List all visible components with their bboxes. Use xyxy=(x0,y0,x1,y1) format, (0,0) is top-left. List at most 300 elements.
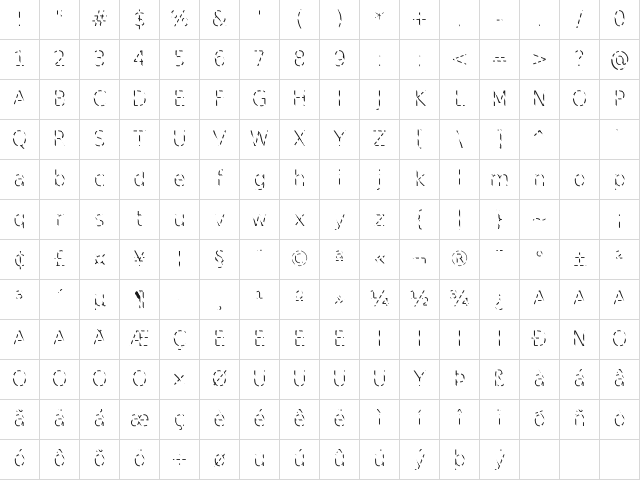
glyph-cell[interactable] xyxy=(480,240,520,280)
glyph-cell[interactable] xyxy=(0,240,40,280)
glyph-cell[interactable] xyxy=(560,240,600,280)
glyph: Ì xyxy=(376,327,383,351)
glyph-cell[interactable] xyxy=(480,80,520,120)
glyph-cell[interactable] xyxy=(160,80,200,120)
glyph: d xyxy=(132,167,147,191)
glyph: ² xyxy=(615,247,624,271)
glyph-cell[interactable] xyxy=(600,280,640,320)
glyph: ú xyxy=(292,447,307,471)
glyph-cell[interactable] xyxy=(280,120,320,160)
glyph-cell[interactable] xyxy=(400,320,440,360)
glyph-cell[interactable] xyxy=(360,320,400,360)
glyph-cell[interactable] xyxy=(160,200,200,240)
glyph-cell[interactable] xyxy=(200,200,240,240)
glyph-cell[interactable] xyxy=(400,240,440,280)
glyph: Ú xyxy=(291,367,308,391)
glyph-cell[interactable] xyxy=(120,240,160,280)
glyph: ß xyxy=(492,367,507,391)
glyph-cell[interactable] xyxy=(200,400,240,440)
glyph: a xyxy=(13,167,26,191)
glyph-cell[interactable] xyxy=(240,320,280,360)
glyph-cell[interactable] xyxy=(240,360,280,400)
glyph: 1 xyxy=(12,47,27,71)
glyph: Ø xyxy=(211,367,228,391)
glyph-cell[interactable] xyxy=(120,160,160,200)
glyph: > xyxy=(530,47,549,71)
glyph: « xyxy=(373,247,386,271)
glyph-cell[interactable] xyxy=(40,400,80,440)
glyph-cell[interactable] xyxy=(600,320,640,360)
glyph: l xyxy=(456,167,463,191)
glyph-cell[interactable] xyxy=(40,240,80,280)
glyph: ) xyxy=(335,7,344,31)
glyph-cell[interactable] xyxy=(560,40,600,80)
glyph-cell[interactable] xyxy=(520,0,560,40)
glyph-cell[interactable] xyxy=(80,40,120,80)
glyph-cell[interactable] xyxy=(240,40,280,80)
glyph: n xyxy=(532,167,547,191)
glyph: Ä xyxy=(52,327,67,351)
glyph-cell[interactable] xyxy=(560,440,600,480)
glyph-cell[interactable] xyxy=(400,160,440,200)
glyph-cell[interactable] xyxy=(400,360,440,400)
glyph: i xyxy=(336,167,343,191)
glyph-cell[interactable] xyxy=(280,40,320,80)
glyph: k xyxy=(413,167,426,191)
glyph-cell[interactable] xyxy=(280,320,320,360)
glyph-cell[interactable] xyxy=(560,400,600,440)
glyph-cell[interactable] xyxy=(600,160,640,200)
glyph: ª xyxy=(334,247,345,271)
glyph: z xyxy=(373,207,386,231)
glyph-cell[interactable] xyxy=(520,240,560,280)
glyph: $ xyxy=(132,7,147,31)
glyph-cell[interactable] xyxy=(400,200,440,240)
glyph: h xyxy=(292,167,307,191)
glyph: ê xyxy=(293,407,306,431)
glyph: Ë xyxy=(332,327,347,351)
glyph-cell[interactable] xyxy=(280,80,320,120)
glyph: ' xyxy=(256,7,263,31)
glyph: £ xyxy=(52,247,67,271)
glyph: ¬ xyxy=(410,247,429,271)
glyph-cell[interactable] xyxy=(320,400,360,440)
glyph: ¾ xyxy=(449,287,470,311)
glyph: ÿ xyxy=(493,447,506,471)
glyph-cell[interactable] xyxy=(160,120,200,160)
glyph-cell[interactable] xyxy=(200,0,240,40)
glyph-cell[interactable] xyxy=(160,240,200,280)
glyph-cell[interactable] xyxy=(40,160,80,200)
glyph: õ xyxy=(93,447,106,471)
glyph: ^ xyxy=(530,127,549,151)
glyph-cell[interactable] xyxy=(480,280,520,320)
glyph-cell[interactable] xyxy=(40,320,80,360)
glyph-cell[interactable] xyxy=(80,80,120,120)
glyph-cell[interactable] xyxy=(280,280,320,320)
glyph-cell[interactable] xyxy=(480,440,520,480)
glyph-cell[interactable] xyxy=(240,160,280,200)
glyph-cell[interactable] xyxy=(320,0,360,40)
glyph-cell[interactable] xyxy=(280,360,320,400)
glyph-cell[interactable] xyxy=(240,280,280,320)
glyph-cell[interactable] xyxy=(440,320,480,360)
glyph-cell[interactable] xyxy=(440,240,480,280)
glyph-cell[interactable] xyxy=(440,360,480,400)
glyph: À xyxy=(532,287,547,311)
glyph-cell[interactable] xyxy=(80,400,120,440)
glyph-cell[interactable] xyxy=(360,0,400,40)
glyph: E xyxy=(172,87,187,111)
glyph-cell[interactable] xyxy=(440,160,480,200)
glyph-cell[interactable] xyxy=(600,360,640,400)
glyph-cell[interactable] xyxy=(280,400,320,440)
glyph: ¡ xyxy=(615,207,624,231)
glyph-cell[interactable] xyxy=(120,80,160,120)
glyph-cell[interactable] xyxy=(600,0,640,40)
glyph-cell[interactable] xyxy=(200,80,240,120)
glyph: , xyxy=(456,7,463,31)
glyph-cell[interactable] xyxy=(200,40,240,80)
glyph: / xyxy=(575,7,584,31)
glyph: ü xyxy=(372,447,387,471)
glyph-cell[interactable] xyxy=(480,200,520,240)
glyph-cell[interactable] xyxy=(160,0,200,40)
glyph-cell[interactable] xyxy=(0,200,40,240)
glyph: x xyxy=(293,207,306,231)
glyph-cell[interactable] xyxy=(520,320,560,360)
glyph: { xyxy=(412,207,427,231)
glyph: 0 xyxy=(612,7,627,31)
glyph-cell[interactable] xyxy=(120,0,160,40)
glyph-cell[interactable] xyxy=(80,440,120,480)
glyph: Ü xyxy=(371,367,388,391)
glyph: º xyxy=(294,287,305,311)
glyph-cell[interactable] xyxy=(560,280,600,320)
glyph-cell[interactable] xyxy=(160,320,200,360)
glyph-cell[interactable] xyxy=(320,40,360,80)
glyph-cell[interactable] xyxy=(360,120,400,160)
glyph: ` xyxy=(614,127,625,151)
glyph-cell[interactable] xyxy=(0,80,40,120)
glyph-cell[interactable] xyxy=(400,0,440,40)
glyph-cell[interactable] xyxy=(280,440,320,480)
glyph: & xyxy=(211,7,228,31)
glyph-cell[interactable] xyxy=(480,360,520,400)
glyph-cell[interactable] xyxy=(240,80,280,120)
glyph: Ó xyxy=(11,367,28,391)
glyph: ô xyxy=(53,447,66,471)
glyph-cell[interactable] xyxy=(560,360,600,400)
glyph-cell[interactable] xyxy=(440,40,480,80)
glyph-cell[interactable] xyxy=(600,400,640,440)
glyph-cell[interactable] xyxy=(120,320,160,360)
glyph-cell[interactable] xyxy=(120,440,160,480)
glyph-cell[interactable] xyxy=(0,320,40,360)
glyph: 9 xyxy=(332,47,347,71)
glyph-cell[interactable] xyxy=(560,320,600,360)
glyph: _ xyxy=(574,127,585,151)
glyph-cell[interactable] xyxy=(280,240,320,280)
glyph: < xyxy=(450,47,469,71)
glyph-cell[interactable] xyxy=(360,360,400,400)
glyph-cell[interactable] xyxy=(200,120,240,160)
glyph: Â xyxy=(612,287,627,311)
glyph-cell[interactable] xyxy=(600,80,640,120)
glyph: ½ xyxy=(409,287,430,311)
glyph-cell[interactable] xyxy=(560,160,600,200)
glyph: î xyxy=(456,407,463,431)
glyph-cell[interactable] xyxy=(520,280,560,320)
glyph-cell[interactable] xyxy=(200,160,240,200)
glyph: R xyxy=(52,127,67,151)
glyph-cell[interactable] xyxy=(80,240,120,280)
glyph-cell[interactable] xyxy=(600,440,640,480)
glyph-cell[interactable] xyxy=(320,320,360,360)
glyph: e xyxy=(173,167,186,191)
glyph-cell[interactable] xyxy=(480,160,520,200)
glyph-cell[interactable] xyxy=(40,440,80,480)
glyph: 8 xyxy=(292,47,307,71)
glyph-cell[interactable] xyxy=(40,280,80,320)
glyph-cell[interactable] xyxy=(440,200,480,240)
glyph: æ xyxy=(129,407,150,431)
glyph-cell[interactable] xyxy=(200,440,240,480)
glyph-cell[interactable] xyxy=(200,240,240,280)
glyph: Q xyxy=(11,127,28,151)
glyph-cell[interactable] xyxy=(120,120,160,160)
glyph: È xyxy=(212,327,227,351)
glyph-cell[interactable] xyxy=(560,80,600,120)
glyph-cell[interactable] xyxy=(320,120,360,160)
glyph-cell[interactable] xyxy=(400,440,440,480)
glyph: » xyxy=(333,287,346,311)
glyph: Ô xyxy=(51,367,68,391)
glyph-cell[interactable] xyxy=(280,0,320,40)
glyph-cell[interactable] xyxy=(520,200,560,240)
glyph: è xyxy=(213,407,226,431)
glyph-cell[interactable] xyxy=(520,80,560,120)
glyph: · xyxy=(176,287,183,311)
glyph-cell[interactable] xyxy=(360,280,400,320)
glyph: ¼ xyxy=(369,287,390,311)
glyph-cell[interactable] xyxy=(320,80,360,120)
glyph: ø xyxy=(213,447,226,471)
glyph-cell[interactable] xyxy=(480,400,520,440)
glyph-cell[interactable] xyxy=(280,200,320,240)
glyph-cell[interactable] xyxy=(120,360,160,400)
glyph-cell[interactable] xyxy=(40,40,80,80)
glyph-cell[interactable] xyxy=(0,280,40,320)
glyph-cell[interactable] xyxy=(240,0,280,40)
glyph: F xyxy=(213,87,226,111)
glyph-cell[interactable] xyxy=(440,400,480,440)
glyph-cell[interactable] xyxy=(280,160,320,200)
glyph-cell[interactable] xyxy=(120,40,160,80)
glyph: : xyxy=(375,47,384,71)
glyph: ó xyxy=(13,447,26,471)
glyph: V xyxy=(212,127,227,151)
glyph-cell[interactable] xyxy=(40,80,80,120)
glyph-cell[interactable] xyxy=(160,440,200,480)
glyph: } xyxy=(492,207,507,231)
glyph: ¸ xyxy=(214,287,225,311)
glyph-cell[interactable] xyxy=(80,120,120,160)
glyph-cell[interactable] xyxy=(160,400,200,440)
glyph-cell[interactable] xyxy=(520,400,560,440)
glyph-cell[interactable] xyxy=(400,280,440,320)
glyph: H xyxy=(291,87,308,111)
glyph-cell[interactable] xyxy=(0,440,40,480)
glyph-cell[interactable] xyxy=(600,120,640,160)
glyph-cell[interactable] xyxy=(360,200,400,240)
glyph-cell[interactable] xyxy=(600,40,640,80)
glyph-cell[interactable] xyxy=(0,40,40,80)
glyph-cell[interactable] xyxy=(40,120,80,160)
glyph: S xyxy=(92,127,107,151)
glyph-cell[interactable] xyxy=(160,360,200,400)
glyph-cell[interactable] xyxy=(440,120,480,160)
glyph-cell[interactable] xyxy=(400,120,440,160)
glyph: \ xyxy=(455,127,464,151)
glyph: . xyxy=(536,7,543,31)
glyph: c xyxy=(93,167,106,191)
glyph-cell[interactable] xyxy=(520,440,560,480)
glyph: û xyxy=(332,447,347,471)
glyph: Ö xyxy=(131,367,148,391)
glyph-cell[interactable] xyxy=(200,280,240,320)
glyph: ö xyxy=(133,447,146,471)
glyph-cell[interactable] xyxy=(600,200,640,240)
glyph-cell[interactable] xyxy=(440,0,480,40)
glyph: ~ xyxy=(530,207,549,231)
glyph-cell[interactable] xyxy=(160,40,200,80)
glyph: B xyxy=(52,87,67,111)
glyph-cell[interactable] xyxy=(400,400,440,440)
glyph-cell[interactable] xyxy=(360,240,400,280)
glyph: 4 xyxy=(132,47,147,71)
glyph-cell[interactable] xyxy=(80,0,120,40)
glyph-cell[interactable] xyxy=(240,200,280,240)
glyph: ´ xyxy=(54,287,65,311)
glyph-cell[interactable] xyxy=(320,280,360,320)
glyph-cell[interactable] xyxy=(80,160,120,200)
glyph: Þ xyxy=(453,367,466,391)
glyph-cell[interactable] xyxy=(240,440,280,480)
glyph: C xyxy=(92,87,107,111)
glyph-cell[interactable] xyxy=(40,200,80,240)
glyph-cell[interactable] xyxy=(480,0,520,40)
glyph-cell[interactable] xyxy=(560,200,600,240)
glyph: ¦ xyxy=(175,247,184,271)
glyph: Ñ xyxy=(571,327,588,351)
glyph: g xyxy=(253,167,266,191)
glyph-cell[interactable] xyxy=(80,360,120,400)
glyph-cell[interactable] xyxy=(160,280,200,320)
glyph: Î xyxy=(456,327,463,351)
glyph-cell[interactable] xyxy=(240,240,280,280)
glyph-cell[interactable] xyxy=(240,120,280,160)
glyph: ä xyxy=(53,407,66,431)
glyph-cell[interactable] xyxy=(480,40,520,80)
glyph-cell[interactable] xyxy=(320,160,360,200)
glyph-cell[interactable] xyxy=(320,200,360,240)
glyph-cell[interactable] xyxy=(360,40,400,80)
glyph-cell[interactable] xyxy=(360,440,400,480)
glyph-cell[interactable] xyxy=(120,200,160,240)
glyph: Õ xyxy=(91,367,108,391)
glyph-cell[interactable] xyxy=(0,160,40,200)
glyph-cell[interactable] xyxy=(120,400,160,440)
glyph-cell[interactable] xyxy=(200,360,240,400)
glyph-cell[interactable] xyxy=(600,240,640,280)
glyph-cell[interactable] xyxy=(520,40,560,80)
glyph-cell[interactable] xyxy=(80,280,120,320)
glyph: 2 xyxy=(52,47,67,71)
glyph-cell[interactable] xyxy=(440,280,480,320)
glyph-cell[interactable] xyxy=(560,120,600,160)
glyph-cell[interactable] xyxy=(360,400,400,440)
glyph: § xyxy=(214,247,225,271)
glyph: Ç xyxy=(172,327,187,351)
glyph-cell[interactable] xyxy=(0,0,40,40)
glyph-cell[interactable] xyxy=(440,440,480,480)
glyph: G xyxy=(251,87,268,111)
glyph: r xyxy=(55,207,64,231)
glyph: J xyxy=(376,87,383,111)
glyph-cell[interactable] xyxy=(520,120,560,160)
glyph-cell[interactable] xyxy=(0,360,40,400)
glyph-cell[interactable] xyxy=(40,360,80,400)
glyph-cell[interactable] xyxy=(480,320,520,360)
glyph-cell[interactable] xyxy=(360,80,400,120)
glyph-cell[interactable] xyxy=(320,360,360,400)
glyph: " xyxy=(54,7,65,31)
glyph: â xyxy=(613,367,626,391)
glyph: ÷ xyxy=(170,447,189,471)
glyph: Ù xyxy=(251,367,268,391)
glyph-cell[interactable] xyxy=(480,120,520,160)
glyph-cell[interactable] xyxy=(240,400,280,440)
glyph-cell[interactable] xyxy=(120,280,160,320)
glyph: % xyxy=(169,7,190,31)
glyph-cell[interactable] xyxy=(80,200,120,240)
glyph-cell[interactable] xyxy=(520,160,560,200)
glyph-cell[interactable] xyxy=(200,320,240,360)
glyph: | xyxy=(455,207,464,231)
glyph-cell[interactable] xyxy=(400,40,440,80)
glyph-cell[interactable] xyxy=(160,160,200,200)
glyph-cell[interactable] xyxy=(320,240,360,280)
glyph: ³ xyxy=(15,287,24,311)
glyph-cell[interactable] xyxy=(0,400,40,440)
glyph-cell[interactable] xyxy=(560,0,600,40)
glyph-cell[interactable] xyxy=(440,80,480,120)
glyph-cell[interactable] xyxy=(400,80,440,120)
glyph-cell[interactable] xyxy=(80,320,120,360)
glyph: t xyxy=(135,207,144,231)
glyph-cell[interactable] xyxy=(360,160,400,200)
glyph-cell[interactable] xyxy=(320,440,360,480)
glyph-cell[interactable] xyxy=(0,120,40,160)
glyph: L xyxy=(453,87,466,111)
glyph-cell[interactable] xyxy=(520,360,560,400)
glyph: ë xyxy=(333,407,346,431)
glyph-cell[interactable] xyxy=(40,0,80,40)
glyph: I xyxy=(336,87,343,111)
glyph: @ xyxy=(609,47,630,71)
glyph: b xyxy=(52,167,67,191)
